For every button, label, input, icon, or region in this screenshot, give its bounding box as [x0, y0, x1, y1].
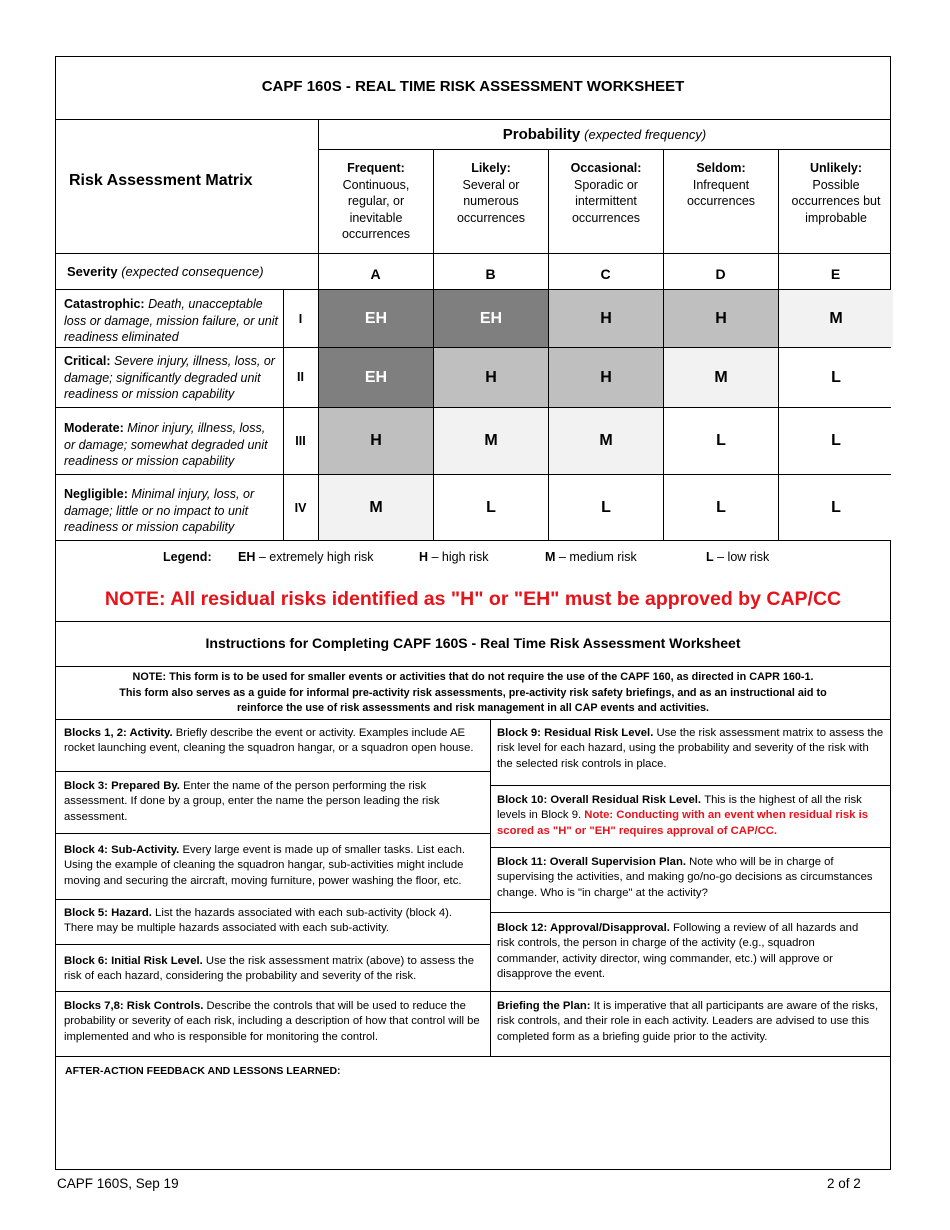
risk-cell: EH: [434, 290, 548, 347]
block-label: Block 4: Sub-Activity.: [64, 844, 180, 856]
block-text: Describe the controls that will be used to reduce the probability or severity of each risk, including a description of how that control will be implemented and who is responsible for monitoring the control.: [64, 1000, 480, 1043]
block-label: Block 10: Overall Residual Risk Level.: [497, 794, 702, 806]
block-text: List the hazards associated with each sub-activity (block 4). There may be multiple hazards associated with each sub-activity.: [64, 907, 453, 935]
instructions-note-line: This form also serves as a guide for informal pre-activity risk assessments, pre-activity risk safety briefings, and as an instructional aid to: [119, 686, 827, 699]
instructions-note-line: reinforce the use of risk assessments and risk management in all CAP events and activities.: [236, 702, 710, 714]
risk-cell: L: [549, 475, 663, 540]
legend-code: H: [419, 550, 429, 564]
block-label: Briefing the Plan:: [497, 1000, 591, 1012]
legend-code: L: [706, 550, 714, 564]
legend-code: EH: [238, 550, 256, 564]
severity-name: Negligible:: [64, 487, 128, 501]
divider: [55, 621, 891, 622]
block-residual-risk: [497, 726, 885, 772]
block-label: Block 12: Approval/Disapproval.: [497, 922, 670, 934]
risk-cell: M: [319, 475, 433, 540]
block-text: Use the risk assessment matrix (above) to assess the risk of each hazard, considering the probability and severity of the risk.: [64, 955, 474, 983]
divider: [55, 540, 891, 541]
block-prepared-by: [64, 779, 482, 825]
divider: [55, 253, 891, 254]
instructions-note: [70, 670, 876, 717]
divider: [55, 771, 490, 772]
form-title: CAPF 160S - REAL TIME RISK ASSESSMENT WORKSHEET: [261, 78, 685, 95]
probability-name: Likely:: [471, 161, 511, 175]
risk-cell: L: [779, 348, 893, 407]
probability-letter: E: [830, 266, 841, 282]
block-label: Block 5: Hazard.: [64, 907, 152, 919]
block-label: Block 6: Initial Risk Level.: [64, 955, 203, 967]
probability-desc: Possible occurrences but improbable: [791, 177, 881, 225]
probability-label: Probability: [502, 126, 581, 143]
block-text: Note who will be in charge of supervising the activities, and making go/no-go decisions as circumstances change. Who is "in charge" at the activity?: [497, 856, 873, 899]
severity-roman: IV: [294, 501, 307, 515]
severity-moderate: [64, 420, 278, 470]
block-hazard: [64, 906, 476, 937]
legend-label: Legend:: [163, 550, 212, 564]
block-label: Blocks 1, 2: Activity.: [64, 727, 173, 739]
severity-desc: Minor injury, illness, loss, or damage; somewhat degraded unit readiness or mission capability: [64, 421, 268, 468]
legend-text: – medium risk: [555, 550, 637, 564]
risk-cell: M: [779, 290, 893, 347]
divider: [55, 944, 490, 945]
block-text: Briefly describe the event or activity. Examples include AE rocket launching event, cleaning the squadron hangar, or a squadron open house.: [64, 727, 474, 755]
probability-col-b: [440, 160, 542, 226]
divider: [490, 719, 491, 1056]
block-initial-risk: [64, 954, 482, 985]
block-label: Block 11: Overall Supervision Plan.: [497, 856, 686, 868]
divider: [55, 719, 891, 720]
probability-col-e: [785, 160, 887, 226]
block-red-note: Note: Conducting with an event when residual risk is scored as "H" or "EH" requires approval of CAP/CC.: [497, 809, 868, 837]
risk-cell: H: [549, 348, 663, 407]
divider: [55, 119, 891, 120]
probability-desc: Sporadic or intermittent occurrences: [571, 177, 641, 225]
probability-desc: Infrequent occurrences: [686, 177, 756, 208]
instructions-note-line: NOTE: This form is to be used for smaller events or activities that do not require the use of the CAPF 160, as directed in CAPR 160-1.: [132, 671, 814, 683]
probability-letter: B: [485, 266, 496, 282]
risk-cell: M: [664, 348, 778, 407]
probability-letter: A: [370, 266, 381, 282]
probability-desc: Several or numerous occurrences: [456, 177, 526, 225]
probability-desc: Continuous, regular, or inevitable occurrences: [341, 177, 411, 241]
risk-cell: L: [664, 475, 778, 540]
block-text: It is imperative that all participants are aware of the risks, risk controls, and their role in each activity. Leaders are advised to use this completed form as a briefing guide prior to the activity.: [497, 1000, 879, 1043]
probability-header: [318, 126, 891, 143]
risk-cell: EH: [319, 290, 433, 347]
risk-cell: EH: [319, 348, 433, 407]
block-briefing: [497, 999, 881, 1045]
risk-cell: H: [549, 290, 663, 347]
probability-col-c: [555, 160, 657, 226]
severity-name: Moderate:: [64, 421, 124, 435]
probability-name: Occasional:: [570, 161, 642, 175]
severity-sub: (expected consequence): [121, 264, 264, 279]
legend-text: – low risk: [713, 550, 770, 564]
probability-letter: D: [715, 266, 726, 282]
block-supervision-plan: [497, 855, 885, 901]
block-text: This is the highest of all the risk levels in Block 9.: [497, 794, 862, 822]
legend-item-m: [545, 550, 637, 564]
block-overall-residual-risk: [497, 793, 877, 839]
divider: [55, 1056, 891, 1057]
divider: [318, 149, 891, 150]
severity-name: Critical:: [64, 354, 111, 368]
severity-roman: I: [298, 312, 303, 326]
divider: [490, 847, 891, 848]
legend-text: – high risk: [428, 550, 489, 564]
risk-cell: H: [664, 290, 778, 347]
risk-cell: L: [664, 408, 778, 474]
risk-cell: M: [434, 408, 548, 474]
severity-negligible: [64, 486, 276, 536]
block-label: Blocks 7,8: Risk Controls.: [64, 1000, 204, 1012]
risk-cell: L: [779, 408, 893, 474]
probability-col-a: [323, 160, 429, 243]
divider: [55, 899, 490, 900]
severity-roman: II: [297, 370, 304, 384]
block-sub-activity: [64, 843, 486, 889]
instructions-title: Instructions for Completing CAPF 160S - Real Time Risk Assessment Worksheet: [205, 635, 741, 651]
probability-letter: C: [600, 266, 611, 282]
legend-item-eh: [238, 550, 373, 564]
severity-name: Catastrophic:: [64, 297, 145, 311]
after-action-label: AFTER-ACTION FEEDBACK AND LESSONS LEARNED:: [65, 1065, 341, 1077]
severity-catastrophic: [64, 296, 278, 346]
block-label: Block 9: Residual Risk Level.: [497, 727, 654, 739]
probability-sub: (expected frequency): [584, 127, 707, 142]
severity-desc: Severe injury, illness, loss, or damage; significantly degraded unit readiness or mission capability: [64, 354, 275, 401]
probability-name: Frequent:: [347, 161, 405, 175]
block-risk-controls: [64, 999, 484, 1045]
severity-desc: Minimal injury, loss, or damage; little or no impact to unit readiness or mission capability: [64, 487, 255, 534]
divider: [55, 833, 490, 834]
footer-page-number: 2 of 2: [827, 1176, 861, 1191]
block-activity: [64, 726, 486, 757]
risk-cell: H: [319, 408, 433, 474]
legend-item-h: [419, 550, 488, 564]
probability-name: Seldom:: [696, 161, 746, 175]
block-text: Every large event is made up of smaller tasks. List each. Using the example of cleaning the squadron hangar, sub-activities might include moving and securing the aircraft, moving furniture, power washing the floor, etc.: [64, 844, 465, 887]
legend-code: M: [545, 550, 556, 564]
severity-roman: III: [295, 434, 306, 448]
footer-form-id: CAPF 160S, Sep 19: [57, 1176, 179, 1191]
approval-note: NOTE: All residual risks identified as "H" or "EH" must be approved by CAP/CC: [104, 588, 842, 610]
block-text: Use the risk assessment matrix to assess the risk level for each hazard, using the probability and severity of the risk with the selected risk controls in place.: [497, 727, 884, 770]
block-text: Following a review of all hazards and risk controls, the person in charge of the activity (e.g., squadron commander, activity director, wing commander, etc.) will approve or disapprove the event.: [497, 922, 859, 980]
block-approval: [497, 921, 871, 982]
risk-cell: H: [434, 348, 548, 407]
risk-cell: L: [779, 475, 893, 540]
divider: [490, 912, 891, 913]
divider: [55, 666, 891, 667]
severity-label: Severity: [67, 264, 118, 279]
legend-text: – extremely high risk: [255, 550, 374, 564]
severity-critical: [64, 353, 278, 403]
block-label: Block 3: Prepared By.: [64, 780, 180, 792]
matrix-label: Risk Assessment Matrix: [69, 172, 253, 189]
probability-name: Unlikely:: [809, 161, 863, 175]
severity-header: [67, 264, 264, 279]
block-text: Enter the name of the person performing the risk assessment. If done by a group, enter the name the person leading the risk assessment.: [64, 780, 440, 823]
legend-item-l: [706, 550, 769, 564]
risk-cell: L: [434, 475, 548, 540]
risk-cell: M: [549, 408, 663, 474]
divider: [490, 991, 891, 992]
probability-col-d: [680, 160, 762, 210]
severity-desc: Death, unacceptable loss or damage, mission failure, or unit readiness eliminated: [64, 297, 278, 344]
divider: [55, 991, 490, 992]
divider: [490, 785, 891, 786]
